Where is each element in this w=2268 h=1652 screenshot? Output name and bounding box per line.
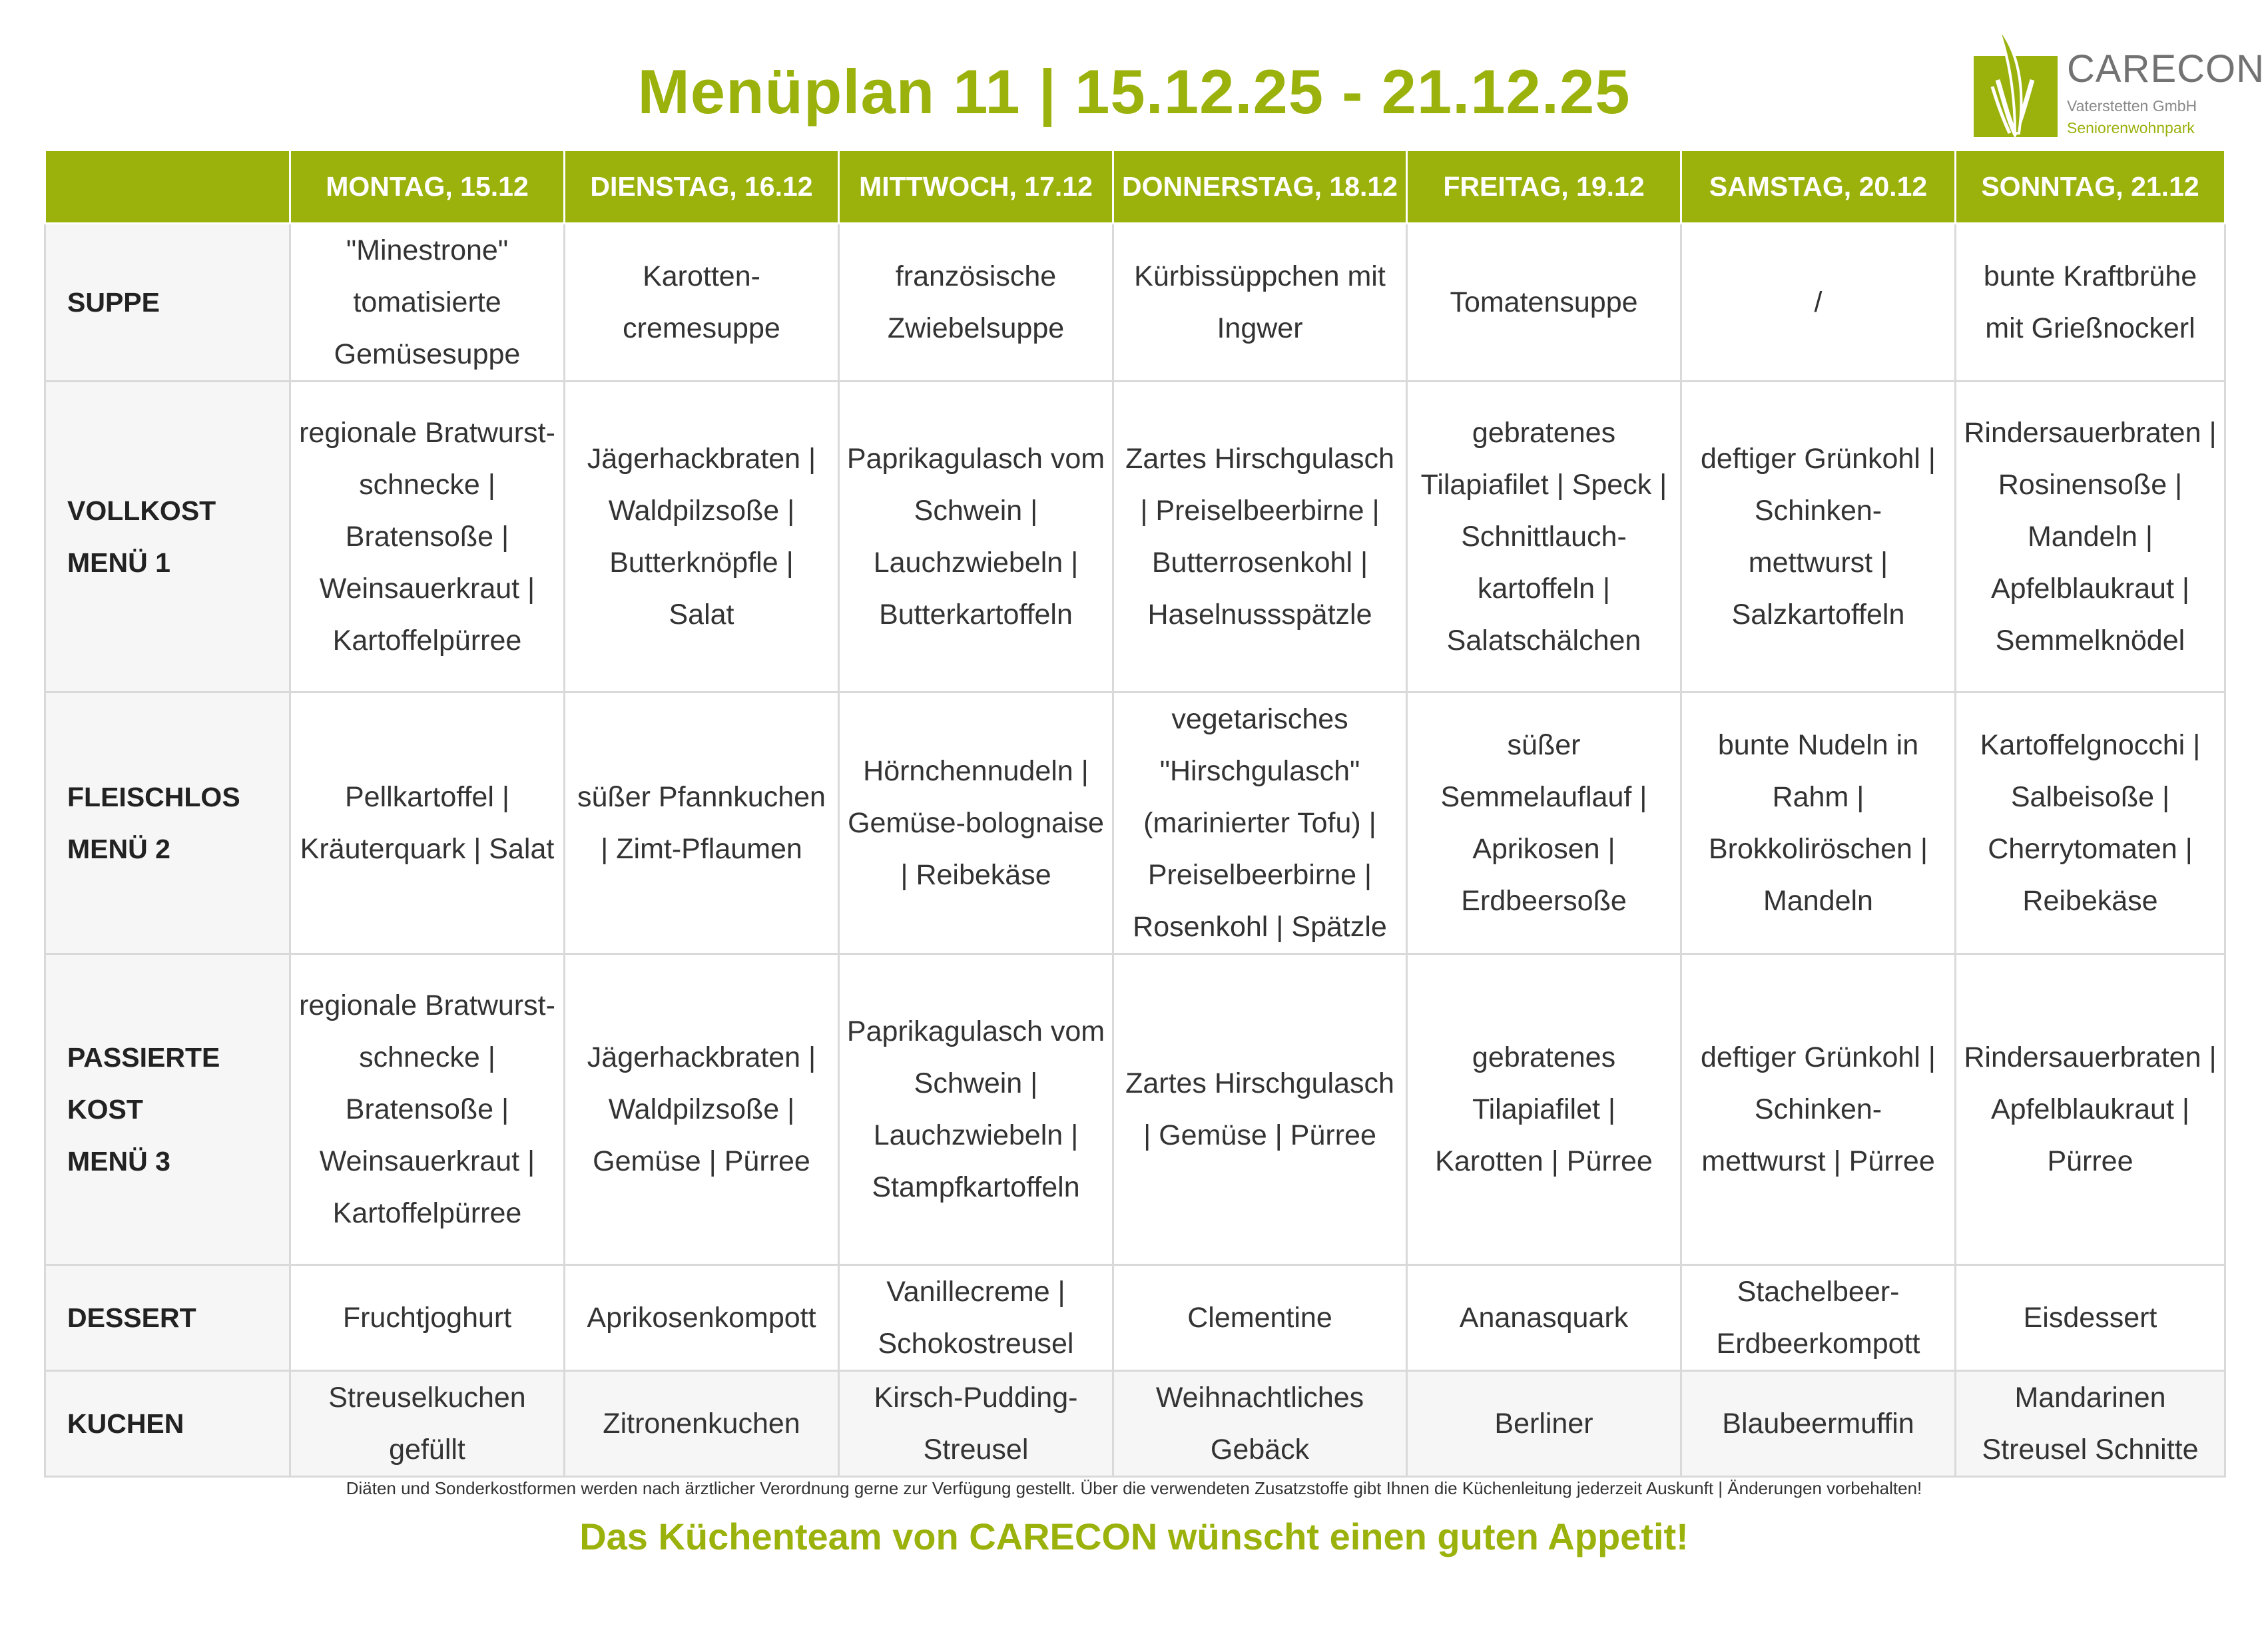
menu-cell-line: Kürbissüppchen mit: [1134, 260, 1386, 292]
menu-cell-line: Stampfkartoffeln: [872, 1171, 1080, 1203]
menu-cell-line: Erdbeerkompott: [1716, 1328, 1920, 1360]
menu-cell: [1681, 224, 1956, 382]
menu-cell-line: deftiger Grünkohl |: [1701, 443, 1936, 475]
menu-cell-line: Salbeisoße |: [2010, 781, 2170, 813]
menu-cell-line: Tilapiafilet | Speck |: [1420, 469, 1667, 501]
menu-cell-line: Salat: [669, 599, 734, 631]
menu-cell: [290, 1371, 565, 1477]
menu-cell-line: mit Grießnockerl: [1985, 312, 2195, 344]
menu-cell: [1681, 1265, 1956, 1371]
menu-row: [45, 1265, 2225, 1371]
menu-cell-line: Tilapiafilet |: [1472, 1093, 1616, 1125]
header-corner: [45, 150, 290, 224]
menu-cell: [1956, 954, 2225, 1265]
row-label-line: MENÜ 3: [67, 1146, 170, 1177]
menu-cell: [1956, 692, 2225, 954]
menu-cell-line: Ananasquark: [1459, 1302, 1629, 1334]
menu-cell: [290, 224, 565, 382]
row-label-line: VOLLKOST: [67, 495, 216, 526]
menu-cell: [1407, 382, 1681, 692]
menu-cell: [565, 1371, 839, 1477]
menu-cell: [1407, 1265, 1681, 1371]
row-label-line: KOST: [67, 1094, 143, 1125]
row-label: [45, 224, 290, 382]
menu-cell: [1407, 954, 1681, 1265]
menu-cell: [1681, 954, 1956, 1265]
menu-cell-line: schnecke |: [359, 469, 495, 501]
menu-cell: [1681, 1371, 1956, 1477]
menu-cell-line: Jägerhackbraten |: [587, 1041, 816, 1073]
day-header: MONTAG, 15.12: [290, 150, 565, 224]
row-label: [45, 1265, 290, 1371]
row-label: [45, 382, 290, 692]
menu-cell-line: Salatschälchen: [1446, 625, 1641, 657]
menu-cell-line: kartoffeln |: [1477, 573, 1611, 605]
menu-cell-line: vegetarisches: [1171, 703, 1348, 735]
menu-cell-line: "Hirschgulasch": [1159, 755, 1360, 787]
menu-cell-line: Haselnussspätzle: [1147, 599, 1372, 631]
menu-cell-line: Aprikosen |: [1472, 833, 1615, 865]
menu-cell-line: Butterrosenkohl |: [1151, 547, 1368, 579]
row-label-line: FLEISCHLOS: [67, 782, 240, 812]
menu-cell: [565, 1265, 839, 1371]
menu-cell-line: Jägerhackbraten |: [587, 443, 816, 475]
menu-cell: [1681, 382, 1956, 692]
menu-cell-line: Mandarinen: [2014, 1382, 2166, 1414]
menu-cell-line: Pellkartoffel |: [345, 781, 509, 813]
menu-cell-line: mettwurst | Pürree: [1701, 1145, 1935, 1177]
menu-cell: [1407, 1371, 1681, 1477]
logo-tagline: Seniorenwohnpark: [2067, 119, 2195, 137]
row-label: [45, 954, 290, 1265]
menu-cell-line: Erdbeersoße: [1461, 885, 1627, 917]
menu-cell-line: regionale Bratwurst-: [299, 417, 555, 449]
menu-cell: [1681, 692, 1956, 954]
menu-cell-line: Vanillecreme |: [886, 1276, 1065, 1308]
menu-cell-line: Gemüse-bolognaise: [848, 807, 1104, 839]
menu-row: [45, 224, 2225, 382]
day-header: SONNTAG, 21.12: [1956, 150, 2225, 224]
menu-cell: [565, 224, 839, 382]
menu-cell-line: Clementine: [1187, 1302, 1332, 1334]
menu-cell-line: Weinsauerkraut |: [319, 573, 535, 605]
menu-cell-line: Rindersauerbraten |: [1964, 417, 2217, 449]
row-label-line: KUCHEN: [67, 1408, 184, 1439]
menu-cell-line: Pürree: [2047, 1145, 2133, 1177]
menu-cell-line: Schwein |: [914, 495, 1038, 527]
menu-cell-line: Paprikagulasch vom: [846, 1015, 1105, 1047]
menu-cell: [1113, 1371, 1407, 1477]
menu-cell: [290, 382, 565, 692]
menu-cell-line: Brokkoliröschen |: [1708, 833, 1928, 865]
menu-cell-line: süßer: [1507, 729, 1581, 761]
menu-cell-line: (marinierter Tofu) |: [1143, 807, 1376, 839]
menu-cell: [1407, 224, 1681, 382]
menu-cell: [1956, 224, 2225, 382]
menu-cell: [1113, 954, 1407, 1265]
menu-cell: [1113, 224, 1407, 382]
menu-cell-line: Gemüsesuppe: [334, 338, 521, 370]
day-header: SAMSTAG, 20.12: [1681, 150, 1956, 224]
menu-table: [44, 149, 2226, 1478]
menu-cell-line: tomatisierte: [353, 286, 501, 318]
menu-cell-line: gebratenes: [1472, 1041, 1616, 1073]
menu-cell-line: Bratensoße |: [345, 1093, 509, 1125]
page-title: Menüplan 11 | 15.12.25 - 21.12.25: [637, 57, 1631, 127]
menu-cell-line: Karotten | Pürree: [1435, 1145, 1653, 1177]
menu-cell-line: Gebäck: [1210, 1434, 1310, 1466]
menu-cell-line: | Gemüse | Pürree: [1143, 1119, 1376, 1151]
header-row: [45, 150, 2225, 224]
menu-cell-line: Weihnachtliches: [1155, 1382, 1364, 1414]
menu-cell-line: Schnittlauch-: [1461, 521, 1627, 553]
menu-cell: [839, 954, 1113, 1265]
menu-cell: [839, 224, 1113, 382]
menu-cell-line: Kartoffelpürree: [332, 625, 522, 657]
menu-cell-line: regionale Bratwurst-: [299, 989, 555, 1021]
menu-cell-line: süßer Pfannkuchen: [577, 781, 826, 813]
menu-cell-line: gebratenes: [1472, 417, 1616, 449]
day-header: FREITAG, 19.12: [1407, 150, 1681, 224]
menu-cell: [839, 1371, 1113, 1477]
menu-cell-line: Stachelbeer-: [1737, 1276, 1900, 1308]
menu-cell-line: Karotten-: [643, 260, 760, 292]
menu-cell-line: Salzkartoffeln: [1731, 599, 1905, 631]
menu-cell-line: Kirsch-Pudding-: [874, 1382, 1078, 1414]
menu-cell-line: Waldpilzsoße |: [608, 1093, 795, 1125]
menu-cell-line: Streusel: [923, 1434, 1029, 1466]
day-header: MITTWOCH, 17.12: [839, 150, 1113, 224]
menu-cell-line: Lauchzwiebeln |: [873, 547, 1079, 579]
menu-cell: [290, 954, 565, 1265]
menu-cell: [839, 1265, 1113, 1371]
menu-cell-line: Lauchzwiebeln |: [873, 1119, 1079, 1151]
menu-cell-line: Apfelblaukraut |: [1990, 573, 2190, 605]
menu-cell-line: Preiselbeerbirne |: [1147, 859, 1372, 891]
menu-cell-line: bunte Kraftbrühe: [1983, 260, 2197, 292]
menu-cell-line: Rosenkohl | Spätzle: [1133, 911, 1387, 943]
menu-cell-line: Paprikagulasch vom: [846, 443, 1105, 475]
menu-cell-line: Zartes Hirschgulasch: [1125, 1067, 1394, 1099]
menu-cell-line: Rahm |: [1772, 781, 1864, 813]
menu-cell: [565, 692, 839, 954]
menu-cell-line: Kartoffelpürree: [332, 1197, 522, 1229]
menu-cell-line: bunte Nudeln in: [1717, 729, 1919, 761]
row-label-line: DESSERT: [67, 1302, 196, 1333]
menu-cell-line: Zwiebelsuppe: [887, 312, 1065, 344]
menu-cell: [565, 382, 839, 692]
menu-cell-line: Rosinensoße |: [1998, 469, 2183, 501]
menu-cell-line: Zartes Hirschgulasch: [1125, 443, 1394, 475]
row-label-line: PASSIERTE: [67, 1042, 220, 1073]
menu-cell-line: Tomatensuppe: [1450, 286, 1638, 318]
menu-cell: [1113, 1265, 1407, 1371]
menu-cell-line: Waldpilzsoße |: [608, 495, 795, 527]
menu-cell-line: Cherrytomaten |: [1988, 833, 2193, 865]
menu-cell-line: französische: [895, 260, 1057, 292]
menu-cell-line: schnecke |: [359, 1041, 495, 1073]
menu-cell-line: Mandeln: [1763, 885, 1873, 917]
menu-cell-line: Bratensoße |: [345, 521, 509, 553]
menu-cell-line: Blaubeermuffin: [1722, 1408, 1914, 1440]
menu-cell-line: Weinsauerkraut |: [319, 1145, 535, 1177]
row-label-line: MENÜ 1: [67, 547, 170, 578]
menu-cell-line: Eisdessert: [2023, 1302, 2157, 1334]
menu-row: [45, 382, 2225, 692]
menu-cell-line: Hörnchennudeln |: [863, 755, 1089, 787]
menu-cell-line: Schwein |: [914, 1067, 1038, 1099]
footnote: Diäten und Sonderkostformen werden nach ärztlicher Verordnung gerne zur Verfügung gestellt. Über die verwendeten Zusatzstoffe gibt Ihnen die Küchenleitung jederzeit Auskunft | Änderungen vorbehalten!: [346, 1478, 1922, 1498]
menu-cell-line: Berliner: [1494, 1408, 1593, 1440]
menu-cell-line: Schokostreusel: [878, 1328, 1074, 1360]
day-header: DIENSTAG, 16.12: [565, 150, 839, 224]
menu-cell-line: Fruchtjoghurt: [342, 1302, 512, 1334]
menu-cell-line: Aprikosenkompott: [587, 1302, 816, 1334]
menu-cell-line: | Preiselbeerbirne |: [1140, 495, 1380, 527]
row-label-line: MENÜ 2: [67, 834, 170, 864]
menu-cell-line: | Reibekäse: [900, 859, 1051, 891]
carecon-logo: [1971, 23, 2265, 140]
menu-cell-line: Streuselkuchen: [328, 1382, 526, 1414]
menu-cell-line: Gemüse | Pürree: [593, 1145, 810, 1177]
menu-cell-line: | Zimt-Pflaumen: [601, 833, 802, 865]
day-header: DONNERSTAG, 18.12: [1113, 150, 1407, 224]
menu-cell-line: Apfelblaukraut |: [1990, 1093, 2190, 1125]
menu-row: [45, 692, 2225, 954]
menu-cell-line: gefüllt: [389, 1434, 465, 1466]
menu-cell: [839, 692, 1113, 954]
logo-subtitle: Vaterstetten GmbH: [2067, 97, 2197, 115]
menu-cell: [1113, 382, 1407, 692]
menu-cell: [565, 954, 839, 1265]
menu-cell-line: Schinken-: [1754, 495, 1882, 527]
menu-cell-line: Reibekäse: [2022, 885, 2158, 917]
menu-cell-line: Streusel Schnitte: [1982, 1434, 2199, 1466]
menu-cell: [1113, 692, 1407, 954]
menu-cell-line: Semmelauflauf |: [1440, 781, 1647, 813]
menu-row: [45, 954, 2225, 1265]
menu-cell-line: /: [1814, 286, 1823, 318]
menu-cell-line: Butterkartoffeln: [879, 599, 1073, 631]
menu-cell-line: Kräuterquark | Salat: [300, 833, 555, 865]
row-label: [45, 692, 290, 954]
menu-cell-line: cremesuppe: [623, 312, 780, 344]
menu-cell-line: Mandeln |: [2027, 521, 2153, 553]
menu-cell: [1956, 1371, 2225, 1477]
menu-cell-line: Ingwer: [1217, 312, 1303, 344]
menu-cell: [1407, 692, 1681, 954]
logo-name: CARECON: [2067, 47, 2265, 91]
menu-cell-line: mettwurst |: [1748, 547, 1888, 579]
menu-cell: [839, 382, 1113, 692]
menu-cell-line: Zitronenkuchen: [603, 1408, 800, 1440]
row-label-line: SUPPE: [67, 287, 160, 318]
menu-cell-line: Semmelknödel: [1995, 625, 2185, 657]
menu-cell: [1956, 382, 2225, 692]
menu-cell-line: Schinken-: [1754, 1093, 1882, 1125]
row-label: [45, 1371, 290, 1477]
leaf-logo-icon: [1971, 23, 2062, 140]
menu-cell: [290, 692, 565, 954]
footer-greeting: Das Küchenteam von CARECON wünscht einen guten Appetit!: [579, 1515, 1689, 1557]
menu-cell-line: Rindersauerbraten |: [1964, 1041, 2217, 1073]
menu-cell-line: deftiger Grünkohl |: [1701, 1041, 1936, 1073]
menu-row: [45, 1371, 2225, 1477]
menu-cell-line: Kartoffelgnocchi |: [1980, 729, 2201, 761]
menu-cell: [1956, 1265, 2225, 1371]
menu-cell-line: "Minestrone": [346, 234, 509, 266]
menu-cell-line: Butterknöpfle |: [609, 547, 794, 579]
menu-cell: [290, 1265, 565, 1371]
